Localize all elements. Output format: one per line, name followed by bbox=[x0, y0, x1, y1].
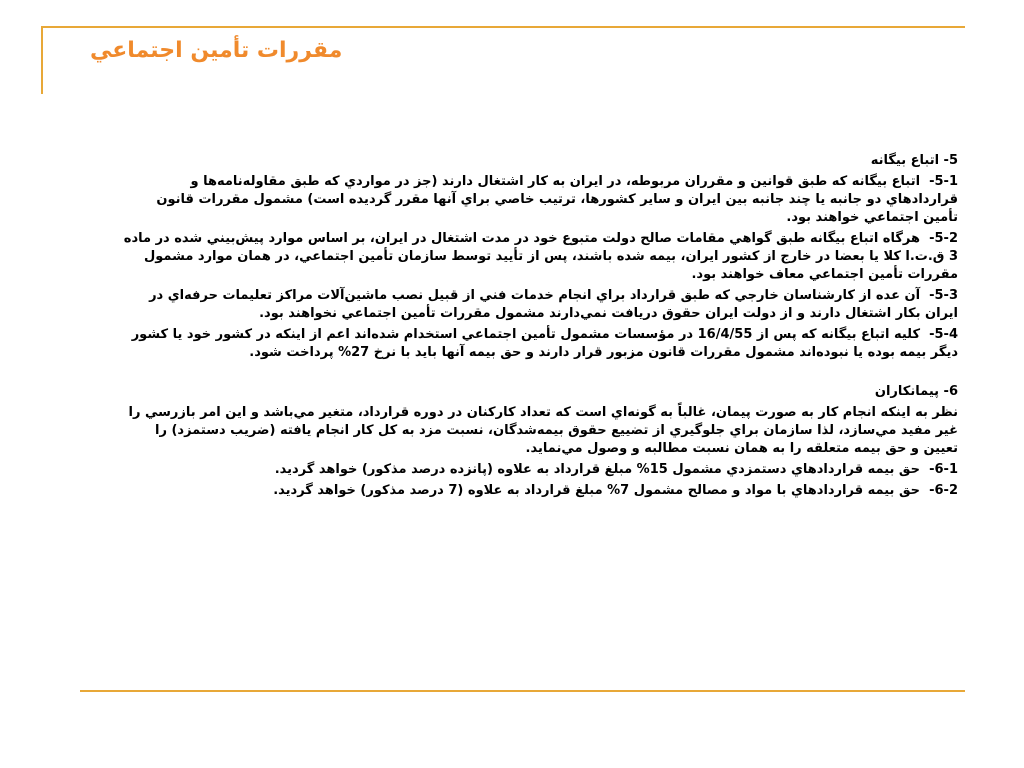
item-text: كليه اتباع بيگانه كه پس از 16/4/55 در مؤسسات مشمول تأمين اجتماعي استخدام شده‌اند اعم از اينكه در كشور خود يا كشور ديگر بيمه بوده يا نبوده‌اند مشمول مقررات قانون مزبور قرار دارند و حق بيمه آنها بايد با نرخ 27% پرداخت شود. bbox=[131, 327, 958, 360]
item-number: 5-2- bbox=[929, 231, 958, 246]
item-number: 5-4- bbox=[929, 327, 958, 342]
slide-body bbox=[118, 152, 958, 503]
section-6-1-item bbox=[118, 461, 958, 479]
item-text: آن عده از كارشناسان خارجي كه طبق قرارداد براي انجام خدمات فني از قبيل نصب ماشين‌آلات مراكز تعليمات حرفه‌اي در ايران بكار اشتغال دارند و از دولت ايران حقوق دريافت نمي‌دارند مشمول مقررات تأمين اجتماعي نخواهند بود. bbox=[149, 288, 958, 321]
section-spacer bbox=[118, 365, 958, 383]
section-6-2-item bbox=[118, 482, 958, 500]
slide-title: مقررات تأمين اجتماعي bbox=[90, 38, 343, 63]
section-5-1-item bbox=[118, 173, 958, 227]
section-5-3-item bbox=[118, 287, 958, 323]
item-number: 6-2- bbox=[929, 483, 958, 498]
item-text: هرگاه اتباع بيگانه طبق گواهي مقامات صالح دولت متبوع خود در مدت اشتغال در ايران، بر اساس موارد پيش‌بيني شده در ماده 3 ق.ت.ا كلا يا بعضا در خارج از كشور ايران، بيمه شده باشند، پس از تأييد توسط سازمان تأمين اجتماعي، در همان موارد مشمول مقررات تأمين اجتماعي معاف خواهند بود. bbox=[123, 231, 958, 282]
frame-top-line bbox=[41, 26, 965, 28]
item-text: حق بيمه قراردادهاي دستمزدي مشمول 15% مبلغ قرارداد به علاوه (پانزده درصد مذكور) خواهد گرديد. bbox=[274, 462, 921, 477]
item-text: حق بيمه قراردادهاي با مواد و مصالح مشمول 7% مبلغ قرارداد به علاوه (7 درصد مذكور) خواهد گرديد. bbox=[273, 483, 921, 498]
section-6-heading: 6- پيمانكاران bbox=[874, 384, 958, 399]
item-number: 6-1- bbox=[929, 462, 958, 477]
section-6-intro: نظر به اينكه انجام كار به صورت پيمان، غالباً به گونه‌اي است كه تعداد كاركنان در دوره قرارداد، متغير مي‌باشد و اين امر بازرسي را غير مفيد مي‌سازد، لذا سازمان براي جلوگيري از تضييع حقوق بيمه‌شدگان، نسبت مزد به كل كار انجام يافته (ضريب دستمزد) را تعيين و حق بيمه متعلقه را به همان نسبت مطالبه و وصول مي‌نمايد. bbox=[128, 405, 958, 456]
section-5-4-item bbox=[118, 326, 958, 362]
item-text: اتباع بيگانه كه طبق قوانين و مقرران مربوطه، در ايران به كار اشتغال دارند (جز در مواردي كه طبق مقاوله‌نامه‌ها و قراردادهاي دو جانبه يا چند جانبه بين ايران و ساير كشورها، ترتيب خاصي براي آنها مقرر گرديده است) مشمول مقررات قانون تأمين اجتماعي خواهند بود. bbox=[156, 174, 958, 225]
section-5-heading: 5- اتباع بيگانه bbox=[870, 153, 958, 168]
section-5-2-item bbox=[118, 230, 958, 284]
item-number: 5-1- bbox=[929, 174, 958, 189]
item-number: 5-3- bbox=[929, 288, 958, 303]
frame-left-line bbox=[41, 26, 43, 94]
frame-bottom-line bbox=[80, 690, 965, 692]
